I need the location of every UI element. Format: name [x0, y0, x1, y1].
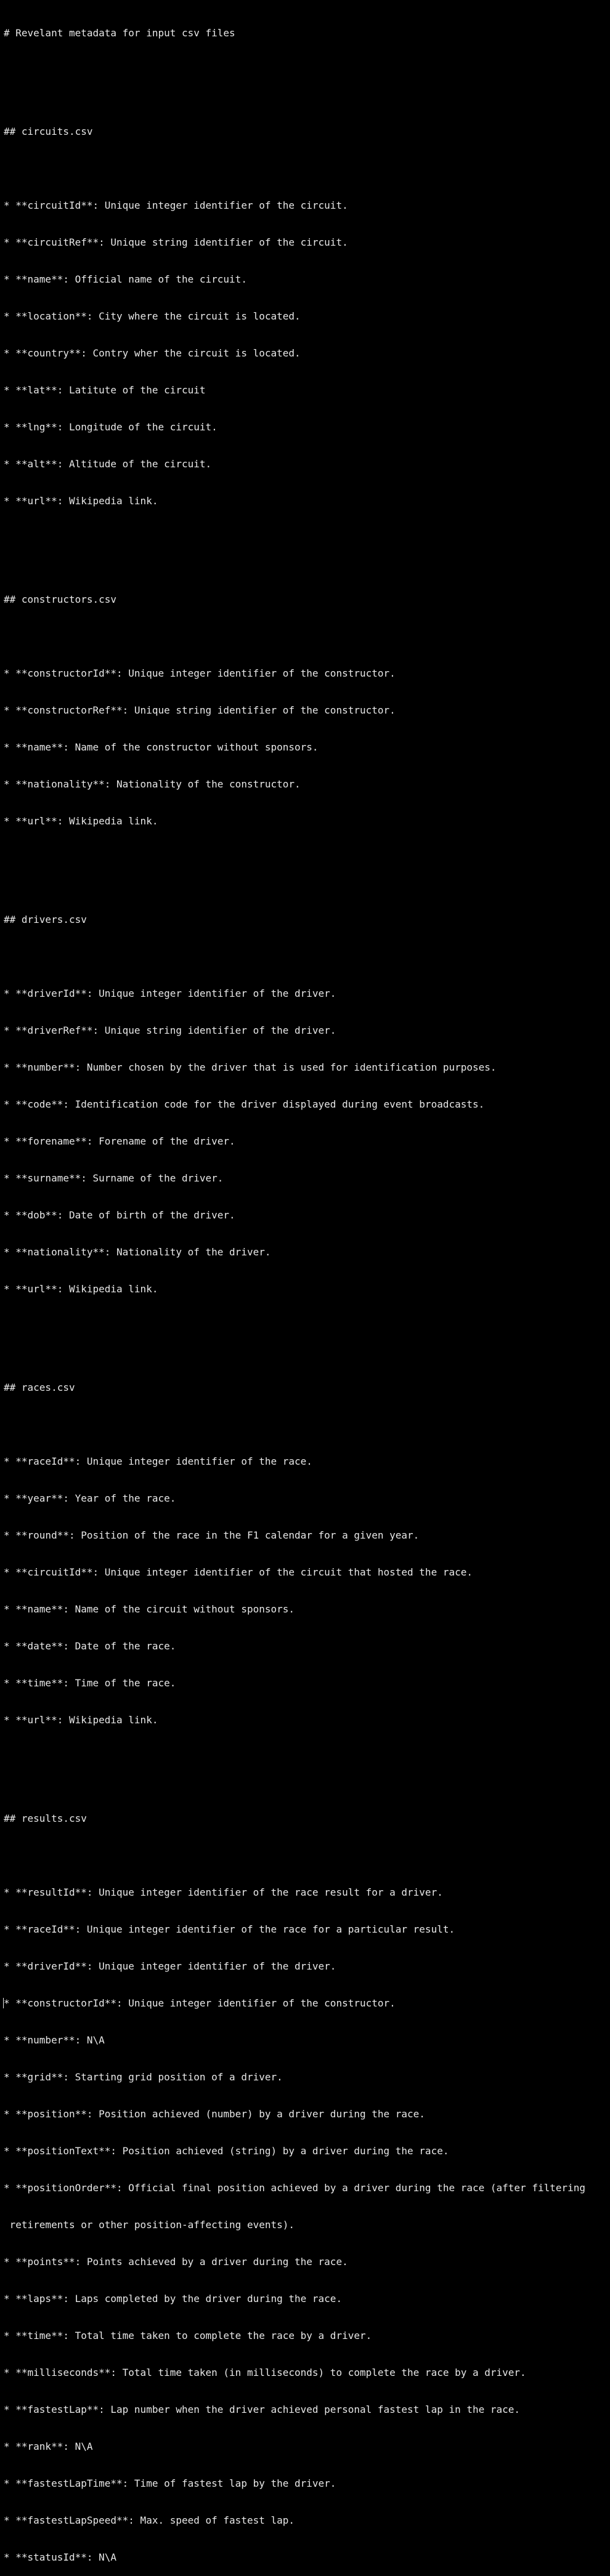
list-item: * **time**: Time of the race.: [4, 1677, 176, 1689]
list-item: * **url**: Wikipedia link.: [4, 815, 158, 827]
blank-line: [4, 630, 610, 643]
list-item: * **fastestLapSpeed**: Max. speed of fastest lap.: [4, 2514, 295, 2526]
document-title: # Revelant metadata for input csv files: [4, 27, 235, 39]
list-item: * **alt**: Altitude of the circuit.: [4, 458, 212, 470]
blank-line: [4, 951, 610, 963]
list-item: * **name**: Name of the circuit without sponsors.: [4, 1603, 295, 1615]
list-item: * **raceId**: Unique integer identifier of the race for a particular result.: [4, 1923, 455, 1935]
list-item: * **date**: Date of the race.: [4, 1640, 176, 1652]
list-item: * **nationality**: Nationality of the constructor.: [4, 778, 301, 790]
blank-line: [4, 1419, 610, 1431]
list-item-with-cursor[interactable]: [4, 1997, 610, 2010]
list-item: * **circuitId**: Unique integer identifier of the circuit.: [4, 199, 348, 211]
list-item: * **positionText**: Position achieved (string) by a driver during the race.: [4, 2145, 449, 2157]
list-item: * **lat**: Latitute of the circuit: [4, 384, 206, 396]
terminal-text-area[interactable]: [4, 2, 610, 2576]
list-item: * **lng**: Longitude of the circuit.: [4, 421, 218, 433]
blank-line: [4, 1751, 610, 1763]
list-item: * **driverId**: Unique integer identifier of the driver.: [4, 988, 336, 999]
list-item: * **driverId**: Unique integer identifier of the driver.: [4, 1960, 336, 1972]
list-item: * **forename**: Forename of the driver.: [4, 1135, 235, 1147]
list-item: * **year**: Year of the race.: [4, 1492, 176, 1504]
list-item: * **fastestLapTime**: Time of fastest lap by the driver.: [4, 2477, 336, 2489]
list-item: * **country**: Contry wher the circuit is located.: [4, 347, 301, 359]
list-item-text: * **constructorId**: Unique integer identifier of the constructor.: [4, 1997, 396, 2009]
list-item: * **name**: Name of the constructor without sponsors.: [4, 741, 319, 753]
list-item: * **url**: Wikipedia link.: [4, 1714, 158, 1726]
list-item-continuation: retirements or other position-affecting events).: [4, 2219, 295, 2231]
list-item: * **rank**: N\A: [4, 2441, 93, 2452]
section-heading-constructors: ## constructors.csv: [4, 594, 117, 605]
list-item: * **code**: Identification code for the driver displayed during event broadcasts.: [4, 1098, 485, 1110]
blank-line: [4, 163, 610, 175]
list-item: * **surname**: Surname of the driver.: [4, 1172, 224, 1184]
list-item: * **location**: City where the circuit is located.: [4, 310, 301, 322]
list-item: * **circuitRef**: Unique string identifier of the circuit.: [4, 236, 348, 248]
list-item: * **resultId**: Unique integer identifier of the race result for a driver.: [4, 1886, 443, 1898]
list-item: * **statusId**: N\A: [4, 2551, 117, 2563]
list-item: * **number**: Number chosen by the driver that is used for identification purposes.: [4, 1061, 497, 1073]
blank-line: [4, 852, 610, 864]
list-item: * **number**: N\A: [4, 2034, 105, 2046]
list-item: * **name**: Official name of the circuit.: [4, 273, 247, 285]
blank-line: [4, 64, 610, 76]
blank-line: [4, 1320, 610, 1332]
list-item: * **nationality**: Nationality of the driver.: [4, 1246, 271, 1258]
list-item: * **circuitId**: Unique integer identifier of the circuit that hosted the race.: [4, 1566, 473, 1578]
blank-line: [4, 532, 610, 544]
list-item: * **grid**: Starting grid position of a driver.: [4, 2071, 283, 2083]
list-item: * **position**: Position achieved (number) by a driver during the race.: [4, 2108, 425, 2120]
list-item: * **time**: Total time taken to complete the race by a driver.: [4, 2330, 372, 2341]
section-heading-results: ## results.csv: [4, 1813, 87, 1824]
blank-line: [4, 1849, 610, 1862]
list-item: * **fastestLap**: Lap number when the driver achieved personal fastest lap in the race.: [4, 2404, 521, 2415]
section-heading-races: ## races.csv: [4, 1382, 75, 1393]
section-heading-drivers: ## drivers.csv: [4, 914, 87, 925]
list-item: * **dob**: Date of birth of the driver.: [4, 1209, 235, 1221]
section-heading-circuits: ## circuits.csv: [4, 126, 93, 137]
list-item: * **url**: Wikipedia link.: [4, 495, 158, 507]
list-item: * **positionOrder**: Official final position achieved by a driver during the race (after filtering: [4, 2182, 586, 2194]
list-item: * **raceId**: Unique integer identifier of the race.: [4, 1455, 312, 1467]
list-item: * **laps**: Laps completed by the driver during the race.: [4, 2293, 343, 2304]
list-item: * **round**: Position of the race in the F1 calendar for a given year.: [4, 1529, 420, 1541]
list-item: * **points**: Points achieved by a driver during the race.: [4, 2256, 348, 2268]
list-item: * **milliseconds**: Total time taken (in milliseconds) to complete the race by a driver.: [4, 2367, 526, 2378]
list-item: * **driverRef**: Unique string identifier of the driver.: [4, 1024, 336, 1036]
list-item: * **url**: Wikipedia link.: [4, 1283, 158, 1295]
list-item: * **constructorId**: Unique integer identifier of the constructor.: [4, 667, 396, 679]
list-item: * **constructorRef**: Unique string identifier of the constructor.: [4, 704, 396, 716]
